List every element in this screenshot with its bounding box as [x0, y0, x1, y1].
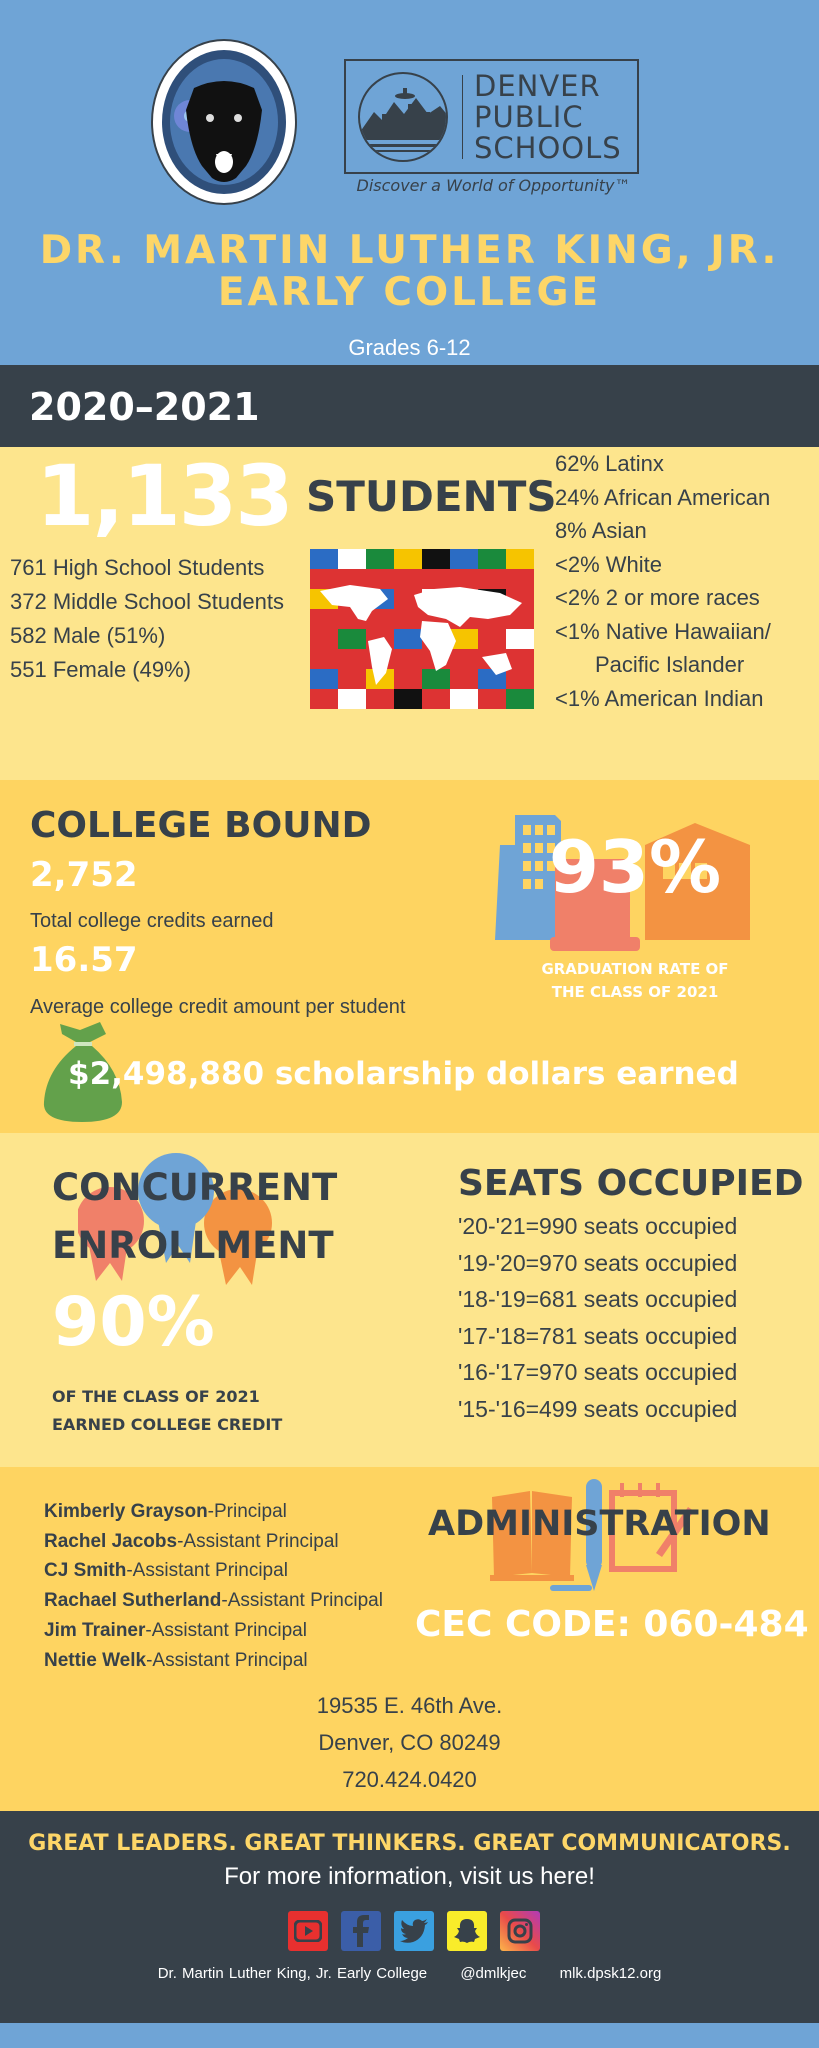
staff-role: -Assistant Principal	[221, 1590, 383, 1612]
cec-code: CEC CODE: 060-484	[415, 1604, 809, 1645]
twitter-icon[interactable]	[394, 1911, 434, 1951]
dps-line-public: PUBLIC	[474, 100, 584, 134]
staff-role: -Assistant Principal	[177, 1530, 339, 1552]
concurrent-enrollment-section	[0, 1133, 819, 1467]
staff-role: -Assistant Principal	[146, 1649, 308, 1671]
demographic-item: <1% Native Hawaiian/	[555, 618, 771, 644]
staff-name: Jim Trainer	[44, 1619, 146, 1641]
phone-number: 720.424.0420	[342, 1767, 477, 1792]
staff-name: CJ Smith	[44, 1560, 127, 1582]
logo-divider	[462, 75, 463, 159]
staff-name: Rachael Sutherland	[44, 1590, 222, 1612]
seats-item: '17-'18=781 seats occupied	[458, 1322, 738, 1349]
seats-item: '16-'17=970 seats occupied	[458, 1359, 738, 1385]
address-street: 19535 E. 46th Ave.	[316, 1693, 503, 1718]
staff-role: -Assistant Principal	[126, 1560, 288, 1582]
staff-role: -Assistant Principal	[145, 1619, 307, 1641]
staff-role: -Principal	[207, 1501, 287, 1522]
concurrent-label-line-2: EARNED COLLEGE CREDIT	[52, 1415, 283, 1434]
college-bound-section	[0, 780, 819, 1133]
students-section	[0, 447, 819, 780]
concurrent-label-line-1: OF THE CLASS OF 2021	[52, 1387, 260, 1406]
school-title-line-1: DR. MARTIN LUTHER KING, JR.	[39, 228, 780, 273]
count-item: 582 Male (51%)	[10, 623, 166, 648]
demographics-list	[555, 447, 771, 715]
seats-occupied-list	[458, 1208, 737, 1427]
demographic-item-continued: Pacific Islander	[595, 652, 745, 677]
total-credits-label: Total college credits earned	[30, 910, 274, 932]
count-item: 761 High School Students	[10, 555, 265, 580]
graduation-rate-value: 93%	[548, 825, 722, 909]
youtube-icon[interactable]	[288, 1911, 328, 1951]
grades-label: Grades 6-12	[348, 335, 471, 360]
demographic-item: <2% 2 or more races	[555, 585, 760, 610]
avg-credits-value: 16.57	[30, 940, 138, 980]
graduation-label-line-1: GRADUATION RATE OF	[541, 960, 729, 978]
footer-school-name: Dr. Martin Luther King, Jr. Early College	[157, 1965, 428, 1982]
school-address	[0, 1687, 819, 1798]
total-credits-value: 2,752	[30, 855, 138, 895]
header	[0, 0, 819, 365]
staff-name: Kimberly Grayson	[44, 1501, 208, 1522]
school-crest-logo	[150, 38, 298, 206]
students-heading: STUDENTS	[306, 472, 557, 521]
staff-item	[44, 1616, 383, 1646]
count-item: 372 Middle School Students	[10, 589, 284, 614]
seats-item: '20-'21=990 seats occupied	[458, 1213, 738, 1239]
footer-social-handle[interactable]: @dmlkjec	[460, 1965, 527, 1982]
school-year: 2020–2021	[29, 385, 260, 429]
seats-item: '19-'20=970 seats occupied	[458, 1249, 738, 1276]
bottom-band	[0, 2023, 819, 2048]
denver-public-schools-logo	[344, 59, 639, 174]
year-band	[0, 365, 819, 447]
concurrent-percent: 90%	[52, 1283, 215, 1362]
dps-line-denver: DENVER	[474, 69, 601, 103]
snapchat-icon[interactable]	[447, 1911, 487, 1951]
seats-item: '15-'16=499 seats occupied	[458, 1395, 738, 1422]
demographic-item: <2% White	[555, 551, 662, 577]
student-counts	[10, 551, 284, 687]
staff-list	[44, 1497, 383, 1675]
count-item: 551 Female (49%)	[10, 657, 191, 682]
dps-wordmark	[474, 71, 622, 164]
seats-item: '18-'19=681 seats occupied	[458, 1286, 738, 1312]
concurrent-enrollment-heading	[52, 1159, 337, 1275]
school-title-line-2: EARLY COLLEGE	[217, 270, 602, 315]
graduation-rate-label	[500, 958, 770, 1004]
demographic-item: 62% Latinx	[555, 451, 664, 476]
social-links	[288, 1911, 540, 1951]
facebook-icon[interactable]	[341, 1911, 381, 1951]
concurrent-heading-line-2: ENROLLMENT	[52, 1224, 334, 1267]
staff-item	[44, 1586, 383, 1616]
concurrent-label	[52, 1383, 282, 1439]
school-title	[0, 230, 819, 314]
concurrent-heading-line-1: CONCURRENT	[52, 1166, 338, 1209]
administration-heading: ADMINISTRATION	[428, 1504, 771, 1544]
seats-occupied-heading: SEATS OCCUPIED	[458, 1163, 804, 1204]
motto: GREAT LEADERS. GREAT THINKERS. GREAT COMMUNICATORS.	[28, 1831, 791, 1856]
scholarship-dollars: $2,498,880 scholarship dollars earned	[68, 1056, 739, 1092]
staff-item	[44, 1556, 383, 1586]
staff-item	[44, 1527, 383, 1557]
footer	[0, 1811, 819, 2023]
instagram-icon[interactable]	[500, 1911, 540, 1951]
administration-section	[0, 1467, 819, 1811]
dps-skyline-icon	[358, 72, 448, 162]
address-city: Denver, CO 80249	[318, 1730, 501, 1755]
demographic-item: <1% American Indian	[555, 685, 764, 711]
staff-item	[44, 1646, 383, 1676]
college-bound-heading: COLLEGE BOUND	[30, 805, 372, 846]
footer-contact-line	[0, 1965, 819, 1982]
more-info-text: For more information, visit us here!	[224, 1863, 595, 1890]
demographic-item: 24% African American	[555, 484, 771, 510]
total-students: 1,133	[36, 447, 292, 545]
dps-tagline: Discover a World of Opportunity™	[356, 176, 631, 195]
demographic-item: 8% Asian	[555, 518, 647, 543]
dps-line-schools: SCHOOLS	[474, 131, 622, 165]
staff-name: Nettie Welk	[44, 1649, 147, 1671]
graduation-label-line-2: THE CLASS OF 2021	[551, 983, 719, 1001]
staff-item	[44, 1497, 383, 1527]
avg-credits-label: Average college credit amount per student	[30, 996, 406, 1018]
footer-website-link[interactable]: mlk.dpsk12.org	[559, 1965, 662, 1982]
world-flags-map-image	[310, 549, 534, 709]
staff-name: Rachel Jacobs	[44, 1530, 178, 1552]
